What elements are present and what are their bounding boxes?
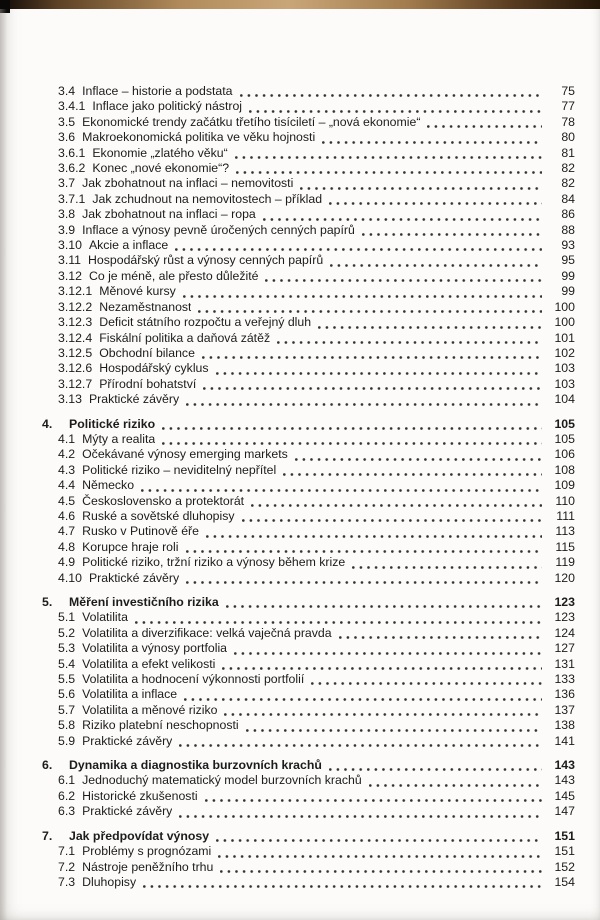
dot-leader: [205, 793, 542, 804]
dot-leader: [202, 350, 542, 361]
toc-row: [0, 315, 600, 330]
dot-leader: [295, 452, 542, 463]
toc-entry-page: 80: [561, 130, 575, 145]
toc-entry-page: 120: [554, 570, 575, 585]
dot-leader: [226, 599, 542, 610]
toc-entry-page: 133: [554, 672, 575, 687]
toc-entry-page: 141: [554, 733, 575, 748]
page-top-edge: [0, 0, 600, 9]
toc-entry-page: 106: [554, 447, 575, 462]
dot-leader: [235, 150, 542, 161]
dot-leader: [184, 692, 542, 703]
dot-leader: [162, 421, 542, 432]
toc-entry-title: Ruské a sovětské dluhopisy: [82, 508, 235, 523]
dot-leader: [242, 513, 542, 524]
toc-entry-page: 108: [554, 462, 575, 477]
toc-entry-page: 136: [554, 687, 575, 702]
toc-entry-title: Praktické závěry: [82, 733, 173, 748]
toc-entry-title: Mýty a realita: [82, 431, 156, 446]
dot-leader: [216, 366, 542, 377]
dot-leader: [362, 227, 542, 238]
toc-entry-title: Hospodářský cyklus: [99, 361, 209, 376]
toc-entry-page: 138: [554, 718, 575, 733]
toc-entry-page: 82: [561, 161, 575, 176]
dot-leader: [318, 320, 542, 331]
dot-leader: [179, 809, 542, 820]
dot-leader: [143, 879, 542, 890]
toc-entry-page: 145: [554, 788, 575, 803]
dot-leader: [162, 436, 542, 447]
dot-leader: [216, 833, 542, 844]
dot-leader: [186, 575, 542, 586]
toc-entry-number: 6.3: [58, 804, 76, 819]
toc-entry-number: 6.1: [58, 773, 76, 788]
toc-entry-page: 124: [554, 625, 575, 640]
toc-entry-page: 100: [554, 299, 575, 314]
toc-entry-page: 103: [554, 376, 575, 391]
toc-entry-number: 3.6: [58, 130, 76, 145]
toc-entry-number: 5.9: [58, 733, 76, 748]
dot-leader: [183, 289, 542, 300]
toc-entry-number: 4.4: [58, 478, 76, 493]
toc-entry-title: Jak zbohatnout na inflaci – nemovitosti: [82, 176, 294, 191]
toc-entry-number: 7.3: [58, 874, 76, 889]
toc-entry-title: Korupce hraje roli: [82, 539, 179, 554]
dot-leader: [249, 104, 542, 115]
toc-entry-title: Rusko v Putinově éře: [82, 524, 199, 539]
toc-row: [0, 253, 600, 268]
toc-entry-number: 5.2: [58, 625, 76, 640]
toc-row: [0, 84, 600, 99]
toc-row: [0, 829, 600, 844]
dot-leader: [427, 119, 542, 130]
toc-entry-page: 109: [554, 478, 575, 493]
toc-row: [0, 223, 600, 238]
toc-entry-page: 137: [554, 702, 575, 717]
toc-entry-title: Měnové kursy: [99, 284, 176, 299]
dot-leader: [251, 498, 542, 509]
toc-entry-page: 84: [561, 191, 575, 206]
toc-entry-title: Konec „nové ekonomie“?: [92, 161, 230, 176]
toc-entry-page: 131: [554, 656, 575, 671]
toc-row: [0, 377, 600, 392]
dot-leader: [135, 615, 542, 626]
toc-entry-page: 105: [554, 416, 575, 431]
toc-entry-page: 110: [555, 493, 575, 508]
toc-row: [0, 758, 600, 773]
toc-entry-number: 6.2: [58, 788, 76, 803]
toc-entry-number: 3.12.7: [58, 376, 93, 391]
toc-entry-number: 3.12.1: [58, 284, 93, 299]
toc-entry-number: 3.8: [58, 207, 76, 222]
toc-entry-title: Ekonomie „zlatého věku“: [92, 145, 228, 160]
toc-entry-title: Deficit státního rozpočtu a veřejný dluh: [99, 315, 312, 330]
toc-entry-number: 3.12.4: [58, 330, 93, 345]
toc-entry-page: 152: [554, 859, 575, 874]
toc-entry-title: Německo: [82, 478, 135, 493]
toc-entry-title: Inflace jako politický nástroj: [92, 99, 243, 114]
toc-entry-title: Jak předpovídat výnosy: [69, 828, 210, 843]
toc-entry-title: Historické zkušenosti: [82, 788, 198, 803]
toc-entry-page: 143: [554, 758, 575, 773]
toc-row: [0, 417, 600, 432]
toc-row: [0, 161, 600, 176]
toc-row: [0, 447, 600, 462]
toc-row: [0, 478, 600, 493]
toc-row: [0, 571, 600, 586]
toc-entry-number: 4.5: [58, 493, 76, 508]
toc-entry-title: Přírodní bohatství: [99, 376, 197, 391]
dot-leader: [224, 707, 542, 718]
toc-row: [0, 238, 600, 253]
toc-entry-page: 123: [554, 595, 575, 609]
dot-leader: [246, 723, 542, 734]
toc-entry-title: Co je méně, ale přesto důležité: [88, 268, 259, 283]
dot-leader: [240, 88, 542, 99]
dot-leader: [141, 483, 542, 494]
toc-entry-title: Volatilita a efekt velikosti: [82, 656, 216, 671]
toc-entry-number: 3.12.3: [58, 315, 93, 330]
toc-list: [0, 84, 600, 890]
toc-entry-title: Hospodářský růst a výnosy cenných papírů: [88, 253, 324, 268]
toc-entry-page: 82: [561, 176, 575, 191]
toc-entry-number: 4.10: [58, 570, 82, 585]
dot-leader: [234, 646, 542, 657]
toc-row: [0, 657, 600, 672]
toc-entry-page: 115: [555, 539, 575, 554]
toc-row: [0, 626, 600, 641]
dot-leader: [311, 676, 542, 687]
dot-leader: [236, 165, 542, 176]
toc-entry-title: Praktické závěry: [88, 392, 180, 407]
toc-entry-number: 5.: [42, 595, 53, 609]
dot-leader: [179, 738, 542, 749]
toc-entry-title: Dynamika a diagnostika burzovních krachů: [69, 758, 322, 773]
toc-row: [0, 346, 600, 361]
toc-entry-page: 100: [554, 315, 575, 330]
toc-entry-title: Očekávané výnosy emerging markets: [82, 447, 288, 462]
toc-entry-title: Volatilita a inflace: [82, 687, 178, 702]
toc-row: [0, 494, 600, 509]
toc-entry-page: 88: [561, 222, 575, 237]
toc-row: [0, 555, 600, 570]
dot-leader: [369, 778, 542, 789]
toc-entry-page: 77: [561, 99, 575, 114]
toc-entry-title: Obchodní bilance: [99, 345, 195, 360]
toc-entry-page: 75: [561, 84, 575, 98]
toc-entry-number: 3.4.1: [58, 99, 86, 114]
toc-entry-title: Československo a protektorát: [82, 493, 245, 508]
toc-entry-page: 101: [554, 330, 575, 345]
toc-row: [0, 192, 600, 207]
toc-entry-number: 3.11: [58, 253, 82, 268]
toc-entry-page: 113: [555, 524, 575, 539]
dot-leader: [322, 135, 542, 146]
dot-leader: [329, 196, 542, 207]
toc-entry-title: Nástroje peněžního trhu: [82, 859, 214, 874]
toc-entry-number: 7.: [42, 828, 53, 843]
toc-row: [0, 269, 600, 284]
toc-entry-page: 143: [554, 773, 575, 788]
toc-row: [0, 130, 600, 145]
toc-entry-title: Praktické závěry: [88, 570, 180, 585]
toc-entry-number: 4.6: [58, 508, 76, 523]
toc-entry-number: 3.5: [58, 114, 76, 129]
toc-row: [0, 687, 600, 702]
dot-leader: [220, 864, 542, 875]
dot-leader: [330, 258, 542, 269]
toc-entry-page: 81: [561, 145, 575, 160]
toc-entry-number: 5.4: [58, 656, 76, 671]
toc-row: [0, 284, 600, 299]
toc-row: [0, 524, 600, 539]
toc-entry-number: 3.12: [58, 268, 82, 283]
toc-entry-number: 4.1: [58, 431, 76, 446]
dot-leader: [206, 529, 542, 540]
toc-entry-number: 5.6: [58, 687, 76, 702]
toc-entry-number: 4.2: [58, 447, 76, 462]
toc-entry-page: 99: [561, 268, 575, 283]
toc-entry-title: Akcie a inflace: [88, 238, 169, 253]
toc-entry-page: 151: [554, 844, 575, 859]
toc-entry-page: 104: [554, 392, 575, 407]
toc-row: [0, 540, 600, 555]
toc-entry-number: 5.7: [58, 702, 76, 717]
dot-leader: [203, 381, 542, 392]
toc-entry-page: 93: [561, 238, 575, 253]
dot-leader: [186, 397, 542, 408]
toc-row: [0, 789, 600, 804]
toc-entry-page: 127: [554, 641, 575, 656]
toc-entry-number: 5.3: [58, 641, 76, 656]
toc-entry-number: 3.10: [58, 238, 82, 253]
toc-entry-page: 99: [561, 284, 575, 299]
toc-row: [0, 361, 600, 376]
toc-entry-page: 123: [554, 610, 575, 625]
toc-entry-number: 5.1: [58, 610, 76, 625]
dot-leader: [265, 273, 542, 284]
toc-entry-title: Fiskální politika a daňová zátěž: [99, 330, 271, 345]
toc-entry-title: Inflace a výnosy pevně úročených cenných papírů: [82, 222, 355, 237]
toc-row: [0, 844, 600, 859]
toc-entry-number: 5.5: [58, 672, 76, 687]
dot-leader: [277, 335, 542, 346]
toc-entry-title: Politické riziko: [69, 416, 156, 431]
toc-row: [0, 610, 600, 625]
toc-entry-title: Problémy s prognózami: [82, 844, 212, 859]
toc-entry-page: 86: [561, 207, 575, 222]
toc-entry-page: 103: [554, 361, 575, 376]
dot-leader: [329, 762, 542, 773]
toc-row: [0, 804, 600, 819]
dot-leader: [218, 849, 542, 860]
toc-entry-title: Volatilita a hodnocení výkonnosti portfolií: [82, 672, 305, 687]
toc-entry-number: 6.: [42, 758, 53, 773]
dot-leader: [198, 304, 542, 315]
toc-row: [0, 146, 600, 161]
dot-leader: [186, 544, 543, 555]
toc-entry-title: Politické riziko – neviditelný nepřítel: [82, 462, 277, 477]
toc-entry-page: 78: [561, 114, 575, 129]
toc-row: [0, 207, 600, 222]
toc-entry-number: 3.7: [58, 176, 76, 191]
toc-entry-number: 3.7.1: [58, 191, 86, 206]
toc-row: [0, 432, 600, 447]
toc-row: [0, 718, 600, 733]
toc-row: [0, 99, 600, 114]
toc-entry-title: Nezaměstnanost: [99, 299, 192, 314]
toc-entry-page: 95: [561, 253, 575, 268]
toc-entry-title: Praktické závěry: [82, 804, 173, 819]
toc-row: [0, 463, 600, 478]
toc-entry-number: 4.3: [58, 462, 76, 477]
toc-entry-title: Makroekonomická politika ve věku hojnosti: [82, 130, 316, 145]
toc-row: [0, 672, 600, 687]
toc-entry-title: Ekonomické trendy začátku třetího tisíciletí – „nová ekonomie“: [82, 114, 421, 129]
toc-row: [0, 641, 600, 656]
toc-entry-page: 105: [554, 431, 575, 446]
toc-row: [0, 860, 600, 875]
toc-entry-title: Jak zbohatnout na inflaci – ropa: [82, 207, 256, 222]
dot-leader: [339, 630, 542, 641]
toc-entry-number: 5.8: [58, 718, 76, 733]
toc-entry-number: 3.13: [58, 392, 82, 407]
toc-entry-title: Politické riziko, tržní riziko a výnosy během krize: [82, 555, 346, 570]
toc-entry-number: 3.12.6: [58, 361, 93, 376]
toc-entry-page: 147: [554, 804, 575, 819]
toc-entry-number: 4.8: [58, 539, 76, 554]
toc-row: [0, 115, 600, 130]
toc-entry-number: 3.6.1: [58, 145, 86, 160]
dot-leader: [283, 467, 542, 478]
toc-row: [0, 509, 600, 524]
toc-entry-title: Jednoduchý matematický model burzovních krachů: [82, 773, 362, 788]
dot-leader: [300, 181, 542, 192]
toc-entry-number: 3.12.5: [58, 345, 93, 360]
toc-entry-number: 3.6.2: [58, 161, 86, 176]
toc-entry-title: Jak zchudnout na nemovitostech – příklad: [92, 191, 323, 206]
toc-row: [0, 176, 600, 191]
toc-entry-title: Měření investičního rizika: [69, 595, 219, 609]
toc-entry-title: Volatilita: [82, 610, 128, 625]
toc-entry-page: 154: [554, 874, 575, 889]
toc-entry-title: Riziko platební neschopnosti: [82, 718, 239, 733]
toc-entry-number: 3.4: [58, 84, 76, 98]
toc-entry-title: Dluhopisy: [82, 874, 137, 889]
toc-entry-number: 4.: [42, 416, 53, 431]
toc-entry-page: 102: [554, 345, 575, 360]
toc-entry-page: 111: [556, 508, 575, 523]
toc-entry-number: 3.9: [58, 222, 76, 237]
toc-row: [0, 734, 600, 749]
toc-entry-number: 4.9: [58, 555, 76, 570]
toc-row: [0, 300, 600, 315]
toc-entry-title: Inflace – historie a podstata: [82, 84, 233, 98]
toc-row: [0, 595, 600, 610]
toc-entry-number: 7.1: [58, 844, 76, 859]
toc-row: [0, 331, 600, 346]
toc-row: [0, 875, 600, 890]
dot-leader: [175, 242, 542, 253]
toc-entry-number: 4.7: [58, 524, 76, 539]
toc-entry-title: Volatilita a diverzifikace: velká vaječná pravda: [82, 625, 332, 640]
toc-entry-title: Volatilita a výnosy portfolia: [82, 641, 228, 656]
toc-row: [0, 703, 600, 718]
dot-leader: [222, 661, 542, 672]
toc-entry-page: 119: [555, 555, 575, 570]
toc-entry-number: 7.2: [58, 859, 76, 874]
dot-leader: [263, 212, 542, 223]
toc-entry-number: 3.12.2: [58, 299, 93, 314]
toc-entry-title: Volatilita a měnové riziko: [82, 702, 218, 717]
toc-entry-page: 151: [554, 828, 575, 843]
toc-row: [0, 392, 600, 407]
dot-leader: [352, 560, 542, 571]
toc-row: [0, 773, 600, 788]
